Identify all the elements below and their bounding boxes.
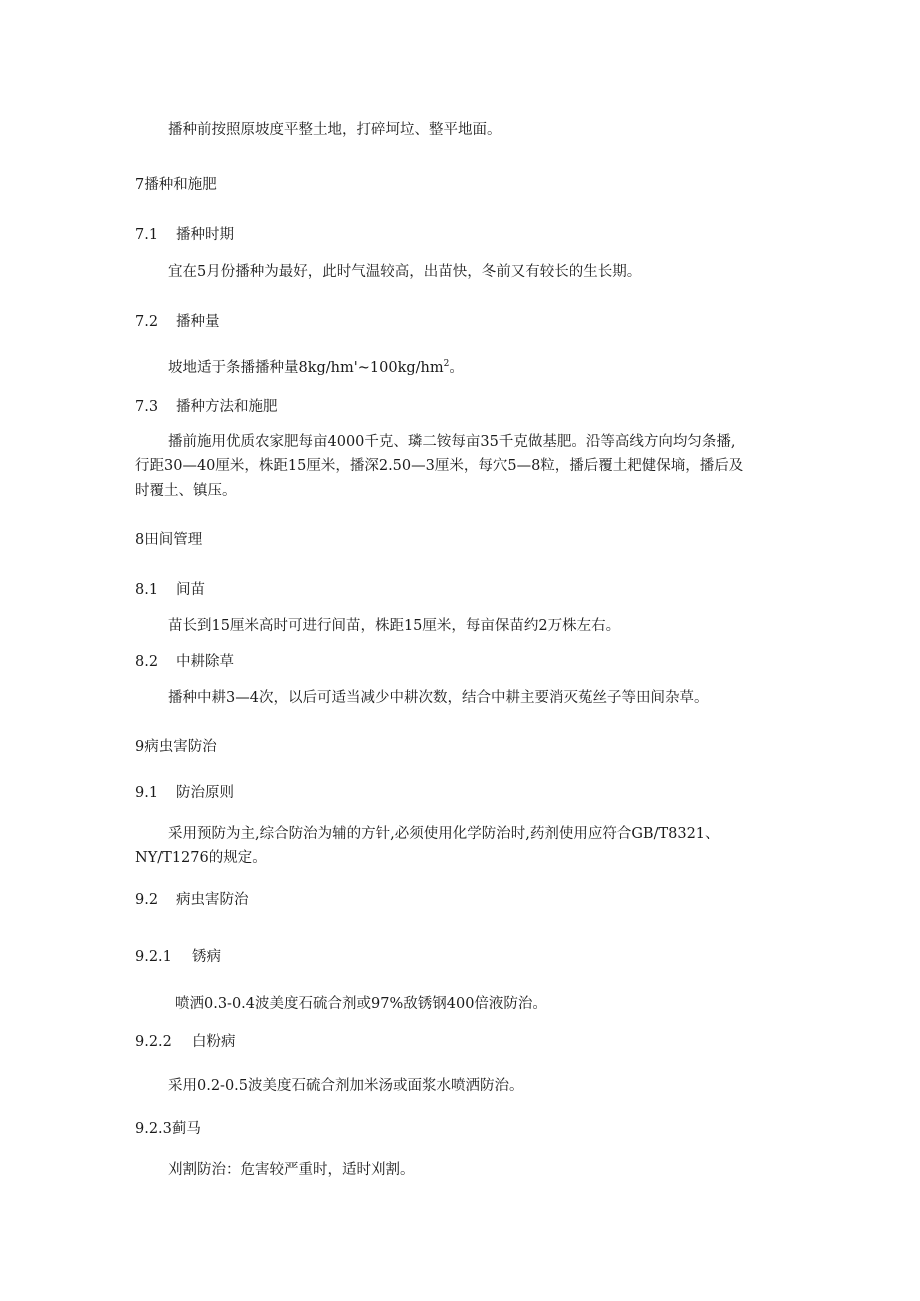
subsection-7-2-text: [168, 358, 464, 378]
subsection-number: 9.2.1: [135, 949, 172, 965]
subsection-title: 白粉病: [192, 1034, 236, 1050]
subsection-9-2-3-text: 刈割防治：危害较严重时，适时刈割。: [168, 1162, 415, 1178]
subsection-9-2-heading: [135, 890, 249, 910]
sentence-end: 。: [449, 360, 464, 376]
subsection-7-1-text: 宜在5月份播种为最好，此时气温较高，出苗快，冬前又有较长的生长期。: [168, 264, 642, 280]
subsection-title: 锈病: [192, 949, 221, 965]
subsection-number: 7.3: [135, 399, 159, 415]
section-9-heading: 9病虫害防治: [135, 739, 217, 755]
paragraph-line: 时覆土、镇压。: [135, 483, 237, 499]
seeding-rate-text: 坡地适于条播播种量8kg/hm'~100kg/hm: [168, 360, 444, 376]
paragraph-line: 采用预防为主,综合防治为辅的方针,必须使用化学防治时,药剂使用应符合GB/T8321、: [168, 826, 720, 842]
subsection-7-2-heading: [135, 312, 220, 332]
intro-paragraph: 播种前按照原坡度平整土地，打碎坷垃、整平地面。: [168, 122, 502, 138]
subsection-9-1-heading: [135, 783, 234, 803]
subsection-8-2-heading: [135, 652, 234, 672]
subsection-number: 9.1: [135, 785, 159, 801]
subsection-number: 7.1: [135, 227, 159, 243]
subsection-9-2-2-text: 采用0.2-0.5波美度石硫合剂加米汤或面浆水喷洒防治。: [168, 1078, 524, 1094]
paragraph-line: 播前施用优质农家肥每亩4000千克、璘二铵每亩35千克做基肥。沿等高线方向均匀条播,: [168, 434, 736, 450]
subsection-8-2-text: 播种中耕3—4次，以后可适当减少中耕次数，结合中耕主要消灭菟丝子等田间杂草。: [168, 690, 709, 706]
subsection-title: 中耕除草: [176, 654, 234, 670]
superscript: 2: [443, 359, 450, 370]
subsection-title: 病虫害防治: [176, 892, 249, 908]
subsection-9-2-1-heading: [135, 947, 221, 967]
subsection-number: 9.2.2: [135, 1034, 172, 1050]
subsection-8-1-text: 苗长到15厘米高时可进行间苗，株距15厘米，每亩保苗约2万株左右。: [168, 618, 621, 634]
subsection-number: 8.1: [135, 582, 159, 598]
paragraph-line: 行距30—40厘米，株距15厘米，播深2.50—3厘米，每穴5—8粒，播后覆土耙健保墒，播后及: [135, 458, 744, 474]
subsection-7-3-heading: [135, 397, 278, 417]
subsection-title: 间苗: [176, 582, 205, 598]
subsection-title: 播种时期: [176, 227, 234, 243]
section-7-heading: 7播种和施肥: [135, 177, 217, 193]
subsection-7-1-heading: [135, 225, 234, 245]
subsection-9-2-1-text: 喷洒0.3-0.4波美度石硫合剂或97%敌锈钢400倍液防治。: [175, 996, 547, 1012]
subsection-number: 9.2: [135, 892, 159, 908]
section-8-heading: 8田间管理: [135, 532, 203, 548]
subsection-8-1-heading: [135, 580, 205, 600]
paragraph-line: NY/T1276的规定。: [135, 850, 267, 866]
subsection-title: 防治原则: [176, 785, 234, 801]
subsection-number: 8.2: [135, 654, 159, 670]
subsection-9-2-2-heading: [135, 1032, 236, 1052]
subsection-title: 播种量: [176, 314, 220, 330]
subsection-9-2-3-heading: 9.2.3蓟马: [135, 1121, 201, 1137]
subsection-title: 播种方法和施肥: [176, 399, 278, 415]
subsection-number: 7.2: [135, 314, 159, 330]
